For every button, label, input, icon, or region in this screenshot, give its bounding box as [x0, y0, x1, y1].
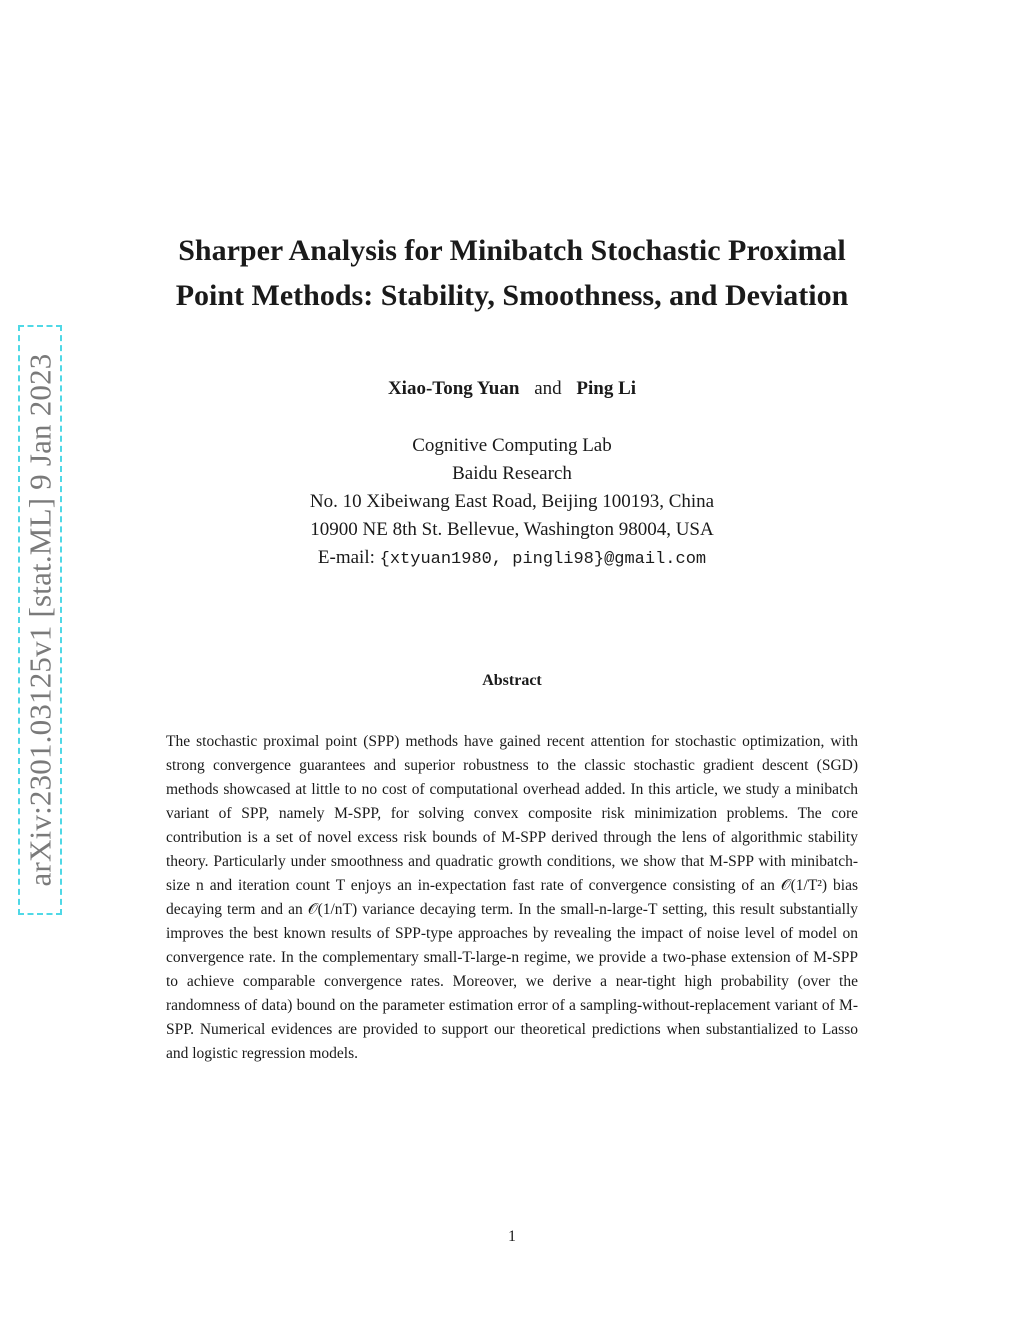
- paper-title: [100, 228, 924, 318]
- author-list: [0, 378, 1024, 400]
- title-line-1: Sharper Analysis for Minibatch Stochastic Proximal: [178, 234, 846, 267]
- author-2: Ping Li: [576, 378, 637, 399]
- affiliation-lab: Cognitive Computing Lab: [412, 435, 612, 456]
- arxiv-identifier: arXiv:2301.03125v1 [stat.ML] 9 Jan 2023: [22, 353, 58, 887]
- abstract-body: The stochastic proximal point (SPP) methods have gained recent attention for stochastic optimization, with strong convergence guarantees and superior robustness to the classic stochastic gradient descent (SGD) methods showcased at little to no cost of computational overhead added. In this article, we study a minibatch variant of SPP, namely M-SPP, for solving convex composite risk minimization problems. The core contribution is a set of novel excess risk bounds of M-SPP derived through the lens of algorithmic stability theory. Particularly under smoothness and quadratic growth conditions, we show that M-SPP with minibatch-size n and iteration count T enjoys an in-expectation fast rate of convergence consisting of an 𝒪(1/T²) bias decaying term and an 𝒪(1/nT) variance decaying term. In the small-n-large-T setting, this result substantially improves the best known results of SPP-type approaches by revealing the impact of noise level of model on convergence rate. In the complementary small-T-large-n regime, we provide a two-phase extension of M-SPP to achieve comparable convergence rates. Moreover, we derive a near-tight high probability (over the randomness of data) bound on the parameter estimation error of a sampling-without-replacement variant of M-SPP. Numerical evidences are provided to support our theoretical predictions when substantialized to Lasso and logistic regression models.: [166, 733, 858, 1062]
- abstract-heading: Abstract: [482, 672, 542, 689]
- title-line-2: Point Methods: Stability, Smoothness, and Deviation: [175, 279, 849, 312]
- email-label: E-mail:: [317, 547, 375, 568]
- email-address: {xtyuan1980, pingli98}@gmail.com: [379, 550, 707, 569]
- author-1: Xiao-Tong Yuan: [387, 378, 520, 399]
- page-number: 1: [508, 1228, 516, 1245]
- arxiv-stamp: [18, 325, 62, 915]
- affiliation-address-1: No. 10 Xibeiwang East Road, Beijing 100193, China: [309, 491, 715, 512]
- email-line: [0, 544, 1024, 574]
- affiliation-block: [0, 432, 1024, 574]
- affiliation-address-2: 10900 NE 8th St. Bellevue, Washington 98004, USA: [310, 519, 714, 540]
- affiliation-org: Baidu Research: [452, 463, 572, 484]
- author-connector: and: [534, 378, 562, 399]
